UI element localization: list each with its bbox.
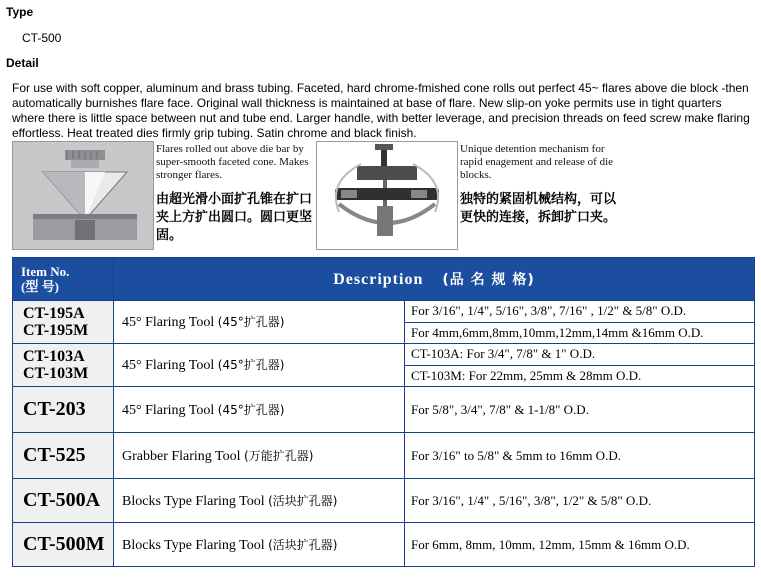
header-item-no [13,258,114,301]
desc-en: 45° Flaring Tool [122,315,215,330]
item-spec: For 3/16" to 5/8" & 5mm to 16mm O.D. [405,433,755,479]
item-spec: For 3/16", 1/4" , 5/16", 3/8", 1/2" & 5/8" O.D. [405,479,755,523]
product-table [12,257,755,567]
header-item-cn: (型 号) [21,279,59,294]
desc-en: Blocks Type Flaring Tool [122,537,265,553]
table-row [13,344,755,366]
item-spec: For 3/16", 1/4", 5/16", 3/8", 7/16" , 1/2" & 5/8" O.D. [405,301,755,323]
panel-caption-en: Flares rolled out above die bar by super-smooth faceted cone. Makes stronger flares. [156,143,309,181]
desc-en: 45° Flaring Tool [122,358,215,373]
table-row [13,387,755,433]
header-desc-cn: (品 名 规 格) [442,272,535,288]
desc-en: Grabber Flaring Tool [122,448,241,464]
item-number: CT-195A CT-195M [13,301,114,344]
flaring-tool-image [316,141,458,250]
item-number: CT-525 [13,433,114,479]
item-description [114,479,405,523]
header-item-label: Item No. [21,264,70,279]
table-row [13,523,755,567]
table-row [13,479,755,523]
desc-en: 45° Flaring Tool [122,402,215,418]
item-spec: For 4mm,6mm,8mm,10mm,12mm,14mm &16mm O.D. [405,322,755,344]
panel-caption-cn: 独特的紧固机械结构，可以更快的连接，拆卸扩口夹。 [460,192,617,225]
desc-cn: (45°扩孔器) [217,402,285,417]
item-number: CT-103A CT-103M [13,344,114,387]
item-number: CT-500A [13,479,114,523]
table-header-row [13,258,755,301]
item-number: CT-203 [13,387,114,433]
item-description [114,344,405,387]
item-spec: For 5/8", 3/4", 7/8" & 1-1/8" O.D. [405,387,755,433]
item-description [114,301,405,344]
item-description [114,523,405,567]
item-description [114,433,405,479]
header-desc-label: Description [333,271,424,288]
table-row [13,301,755,323]
item-number: CT-500M [13,523,114,567]
desc-cn: (活块扩孔器) [268,493,338,508]
desc-cn: (活块扩孔器) [268,537,338,552]
item-spec: CT-103A: For 3/4", 7/8" & 1" O.D. [405,344,755,366]
detail-heading: Detail [6,56,39,70]
detail-description: For use with soft copper, aluminum and brass tubing. Faceted, hard chrome-fmished cone rolls out perfect 45~ flares above die block -then automatically burnishes flare face. Original wall thickness is maintained at base of flare. New slip-on yoke permits use in tight quarters where there is little space between nut and tube end. Larger handle, with better leverage, and precision threads on feed screw make flaring effortless. Heat treated dies firmly grip tubing. Satin chrome and black finish. [12,81,750,140]
desc-cn: (45°扩孔器) [217,315,285,329]
table-row [13,433,755,479]
desc-cn: (45°扩孔器) [217,358,285,372]
item-description [114,387,405,433]
desc-cn: (万能扩孔器) [244,448,314,463]
panel-caption-cn: 由超光滑小面扩孔锥在扩口夹上方扩出圆口。圆口更坚固。 [156,192,313,243]
item-spec: CT-103M: For 22mm, 25mm & 28mm O.D. [405,365,755,387]
item-spec: For 6mm, 8mm, 10mm, 12mm, 15mm & 16mm O.D. [405,523,755,567]
type-value: CT-500 [22,31,62,45]
type-heading: Type [6,5,34,19]
flaring-cone-image [12,141,154,250]
header-description [114,258,755,301]
panel-caption-en: Unique detention mechanism for rapid enagement and release of die blocks. [460,143,614,181]
detention-mechanism-panel [316,141,616,248]
desc-en: Blocks Type Flaring Tool [122,493,265,509]
flare-cone-panel [12,141,312,248]
